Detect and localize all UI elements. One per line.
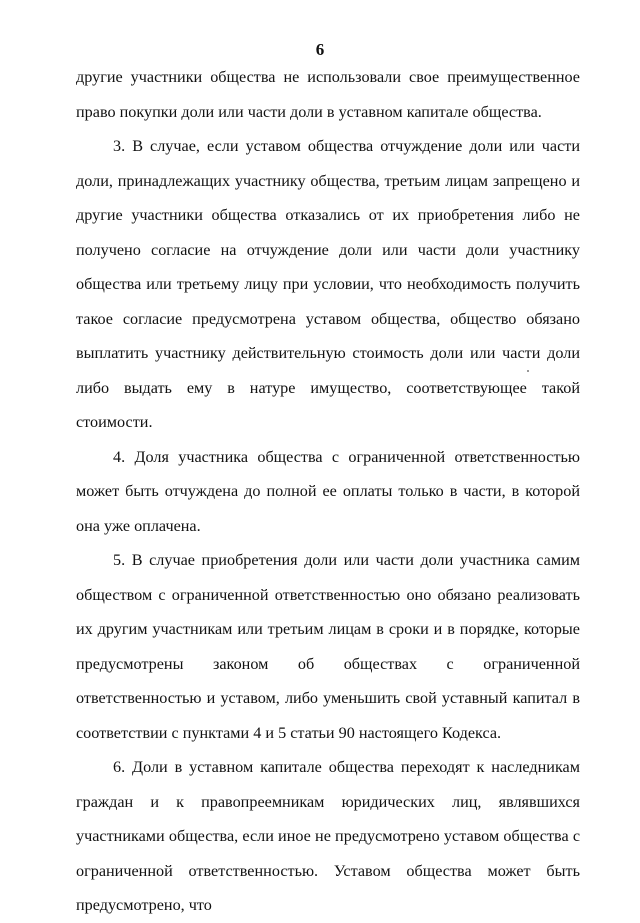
page-number: 6: [315, 40, 325, 59]
paragraph-continuation: другие участники общества не использовали свое преимущественное право покупки доли или части доли в уставном капитале общества.: [76, 68, 580, 121]
document-body: [76, 60, 580, 923]
paragraph-clause-6: 6. Доли в уставном капитале общества переходят к наследникам граждан и к правопреемникам юридических лиц, являвшихся участниками общества, если иное не предусмотрено уставом общества с ограниченной ответственностью. Уставом общества может быть предусмотрено, что: [76, 758, 580, 914]
paragraph-clause-4: 4. Доля участника общества с ограниченной ответственностью может быть отчуждена до полной ее оплаты только в части, в которой она уже оплачена.: [76, 447, 580, 535]
paragraph-clause-5: 5. В случае приобретения доли или части доли участника самим обществом с ограниченной ответственностью оно обязано реализовать их другим участникам или третьим лицам в сроки и в порядке, которые предусмотрены законом об обществах с ограниченной ответственностью и уставом, либо уменьшить свой уставный капитал в соответствии с пунктами 4 и 5 статьи 90 настоящего Кодекса.: [76, 551, 580, 742]
paragraph-clause-3: 3. В случае, если уставом общества отчуждение доли или части доли, принадлежащих участнику общества, третьим лицам запрещено и другие участники общества отказались от их приобретения либо не получено согласие на отчуждение доли или части доли участнику общества или третьему лицу при условии, что необходимость получить такое согласие предусмотрена уставом общества, общество обязано выплатить участнику действительную стоимость доли или части доли либо выдать ему в натуре имущество, соответствующее такой стоимости.: [76, 137, 580, 431]
scan-speck: [527, 370, 529, 372]
